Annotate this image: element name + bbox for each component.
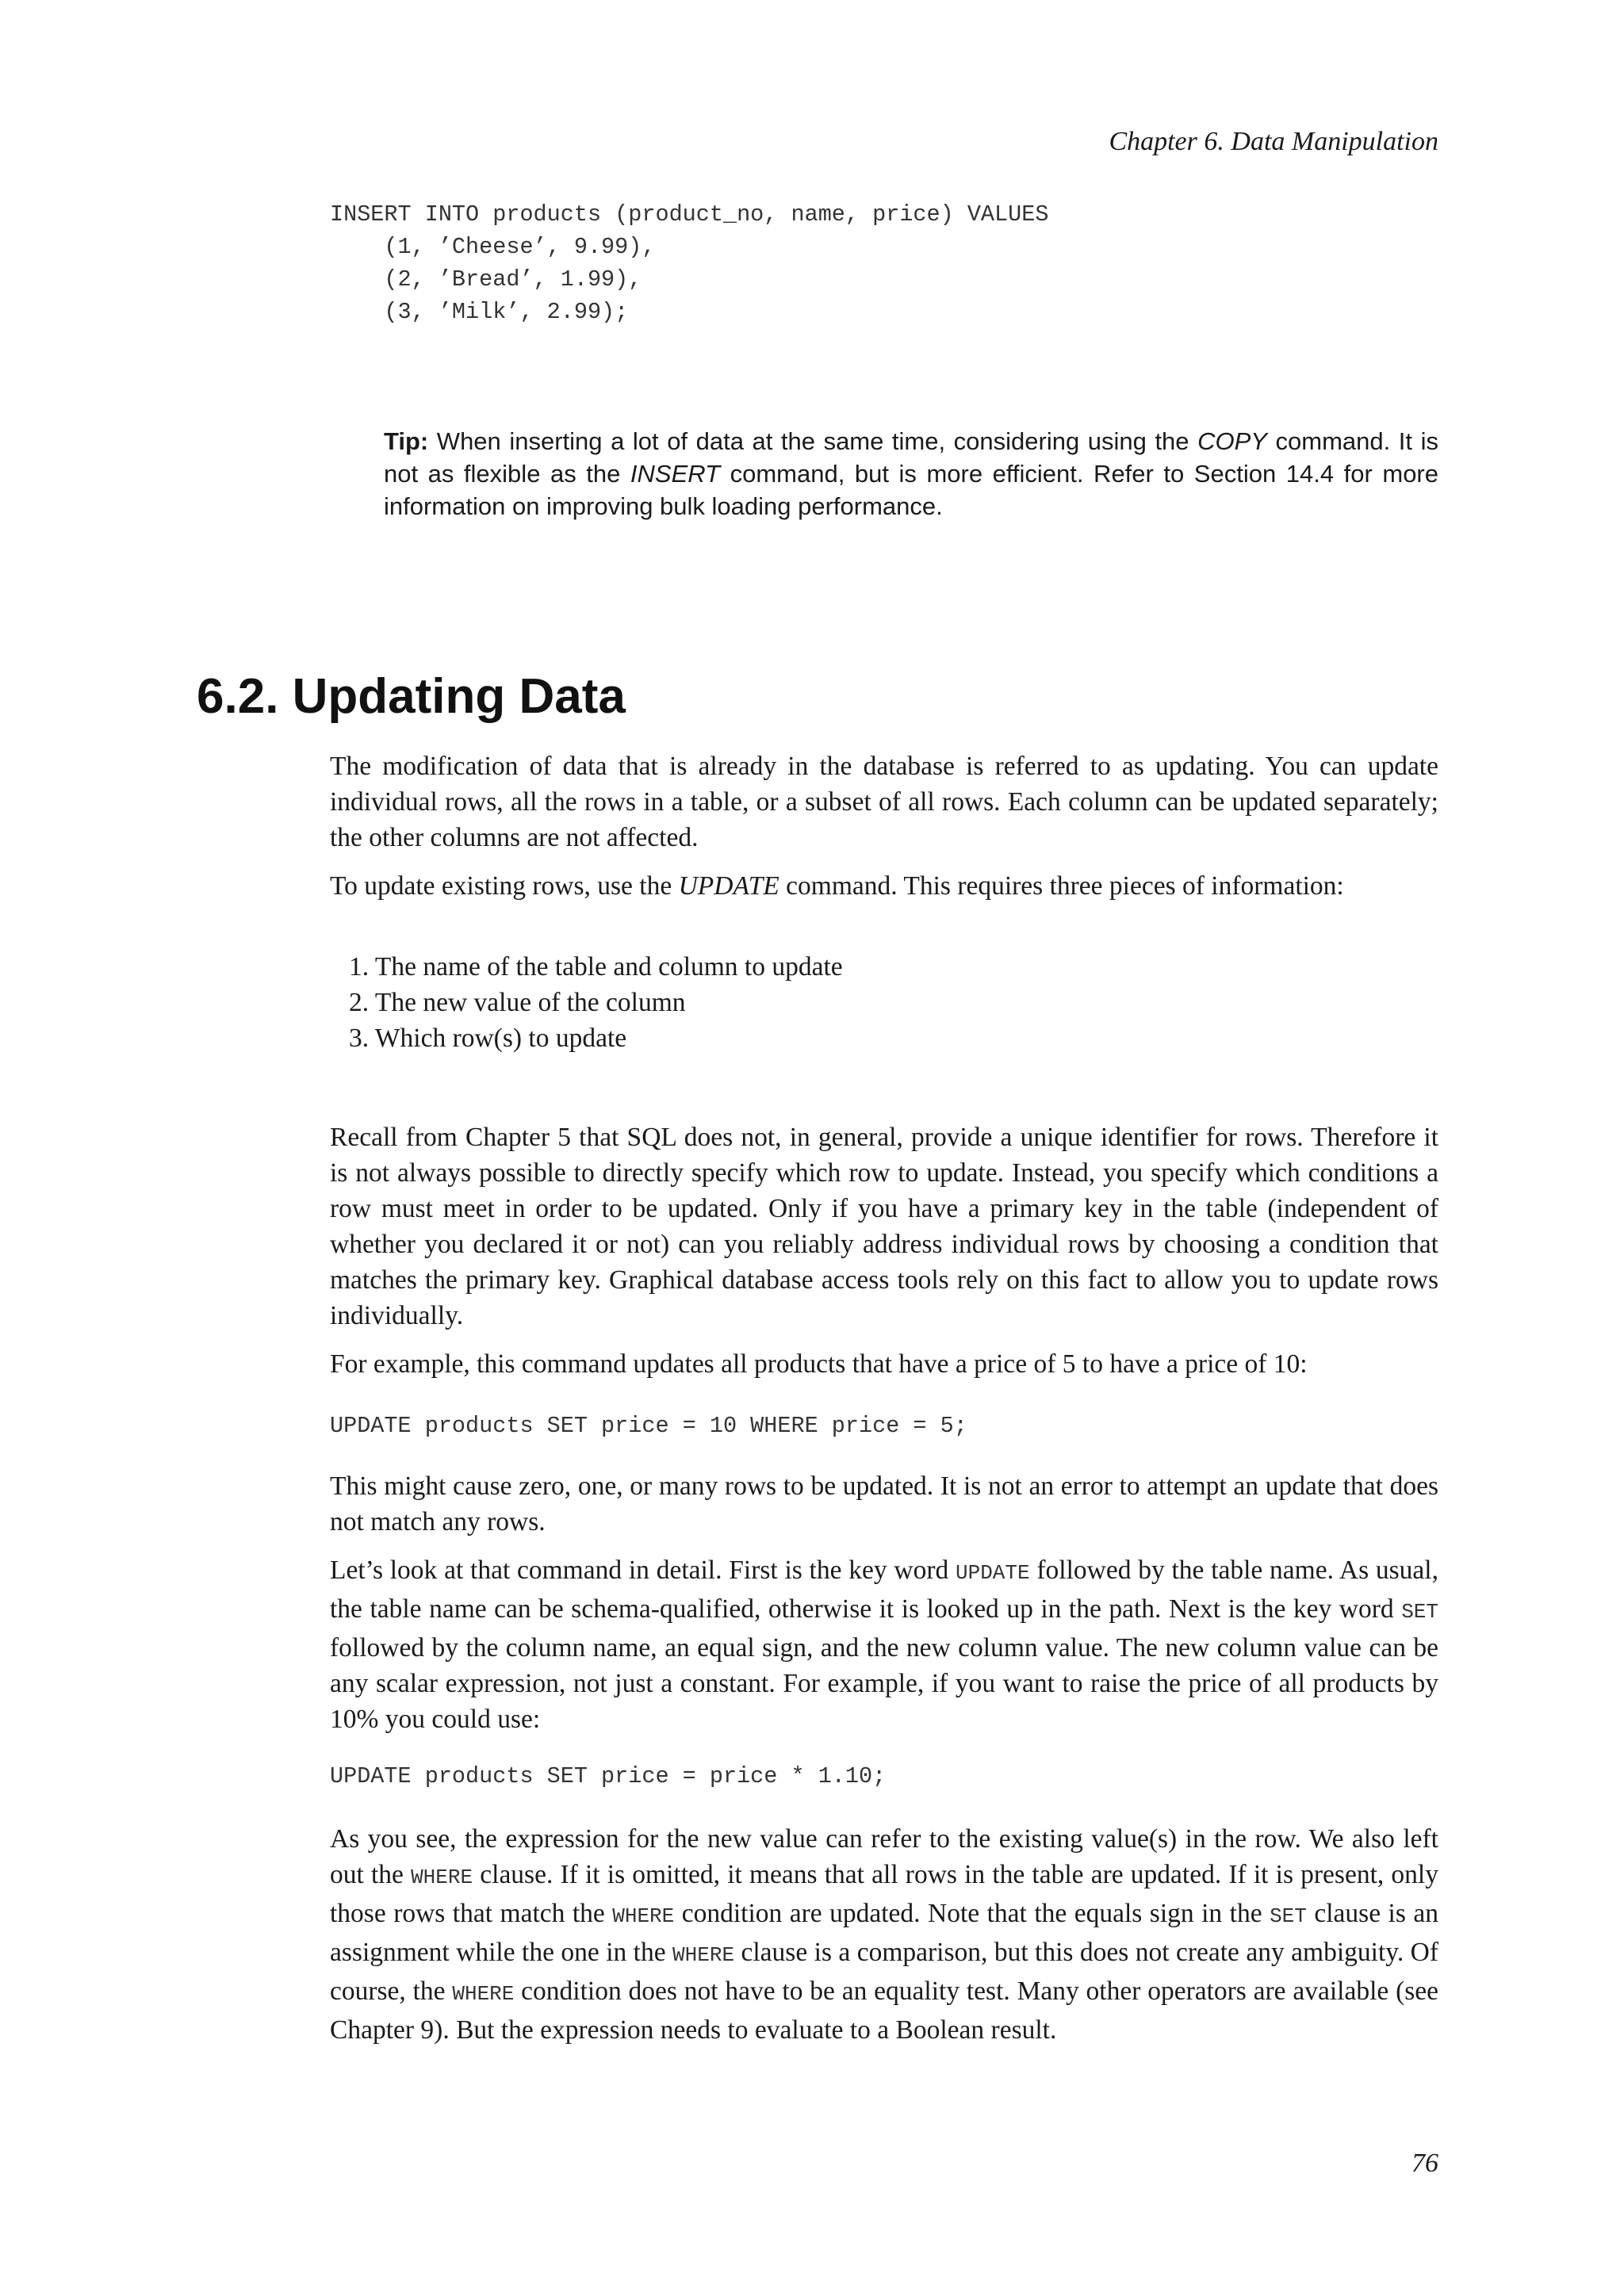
paragraph bbox=[330, 1821, 1438, 2048]
keyword: UPDATE bbox=[956, 1561, 1030, 1585]
insert-code-block bbox=[330, 198, 1048, 328]
text: To update existing rows, use the bbox=[330, 871, 679, 901]
list-item: 3. Which row(s) to update bbox=[349, 1024, 627, 1053]
update-code-example: UPDATE products SET price = 10 WHERE price = 5; bbox=[330, 1413, 967, 1439]
command-name: UPDATE bbox=[678, 871, 779, 901]
tip-label: Tip: bbox=[384, 427, 429, 455]
steps-list bbox=[349, 949, 843, 1056]
text: clause is a comparison, but this does not create any ambiguity. Of course, the bbox=[330, 1938, 1438, 2006]
code-line: (3, ’Milk’, 2.99); bbox=[330, 299, 629, 325]
paragraph bbox=[330, 868, 1438, 904]
tip-text: command. It is not as flexible as the bbox=[384, 427, 1438, 488]
section-heading: 6.2. Updating Data bbox=[197, 669, 626, 724]
keyword: WHERE bbox=[411, 1866, 473, 1889]
paragraph bbox=[330, 1552, 1438, 1737]
tip-text: When inserting a lot of data at the same time, considering using the bbox=[428, 427, 1198, 455]
keyword: WHERE bbox=[612, 1904, 675, 1928]
keyword: WHERE bbox=[452, 1982, 515, 2006]
running-header: Chapter 6. Data Manipulation bbox=[1109, 127, 1438, 156]
text: As you see, the expression for the new value can refer to the existing value(s) in the row. We also left out the bbox=[330, 1824, 1438, 1889]
text: followed by the table name. As usual, the table name can be schema-qualified, otherwise it is looked up in the path. Next is the key word bbox=[330, 1556, 1438, 1624]
paragraph: This might cause zero, one, or many rows to be updated. It is not an error to attempt an update that does not match any rows. bbox=[330, 1471, 1438, 1536]
list-item: 2. The new value of the column bbox=[349, 988, 686, 1017]
text: clause is an assignment while the one in the bbox=[330, 1899, 1438, 1967]
text: Let’s look at that command in detail. First is the key word bbox=[330, 1556, 956, 1585]
text: clause. If it is omitted, it means that all rows in the table are updated. If it is present, only those rows that match the bbox=[330, 1860, 1438, 1928]
code-line: INSERT INTO products (product_no, name, price) VALUES bbox=[330, 201, 1049, 228]
paragraph: For example, this command updates all products that have a price of 5 to have a price of 10: bbox=[330, 1349, 1308, 1379]
tip-text: command, but is more efficient. Refer to Section 14.4 for more information on improving bulk loading performance. bbox=[384, 460, 1438, 520]
tip-note bbox=[384, 425, 1438, 522]
code-line: (2, ’Bread’, 1.99), bbox=[330, 266, 642, 293]
keyword: SET bbox=[1270, 1904, 1307, 1928]
command-name: INSERT bbox=[630, 460, 721, 488]
page-number: 76 bbox=[1411, 2149, 1438, 2178]
text: condition are updated. Note that the equals sign in the bbox=[674, 1899, 1270, 1928]
keyword: SET bbox=[1401, 1600, 1438, 1624]
update-code-example: UPDATE products SET price = price * 1.10; bbox=[330, 1763, 887, 1789]
code-line: (1, ’Cheese’, 9.99), bbox=[330, 234, 656, 260]
text: followed by the column name, an equal sign, and the new column value. The new column value can be any scalar expression, not just a constant. For example, if you want to raise the price of all products by 10% you could use: bbox=[330, 1633, 1438, 1734]
paragraph: Recall from Chapter 5 that SQL does not, in general, provide a unique identifier for rows. Therefore it is not always possible to directly specify which row to update. Instead, you specify which conditions a row must meet in order to be updated. Only if you have a primary key in the table (independent of whether you declared it or not) can you reliably address individual rows by choosing a condition that matches the primary key. Graphical database access tools rely on this fact to allow you to update rows individually. bbox=[330, 1123, 1438, 1330]
keyword: WHERE bbox=[672, 1943, 735, 1967]
text: command. This requires three pieces of information: bbox=[779, 871, 1344, 901]
list-item: 1. The name of the table and column to update bbox=[349, 952, 843, 982]
paragraph: The modification of data that is already in the database is referred to as updating. You can update individual rows, all the rows in a table, or a subset of all rows. Each column can be updated separately; the other columns are not affected. bbox=[330, 752, 1438, 852]
text: condition does not have to be an equality test. Many other operators are available (see Chapter 9). But the expression needs to evaluate to a Boolean result. bbox=[330, 1976, 1438, 2045]
command-name: COPY bbox=[1197, 427, 1267, 455]
